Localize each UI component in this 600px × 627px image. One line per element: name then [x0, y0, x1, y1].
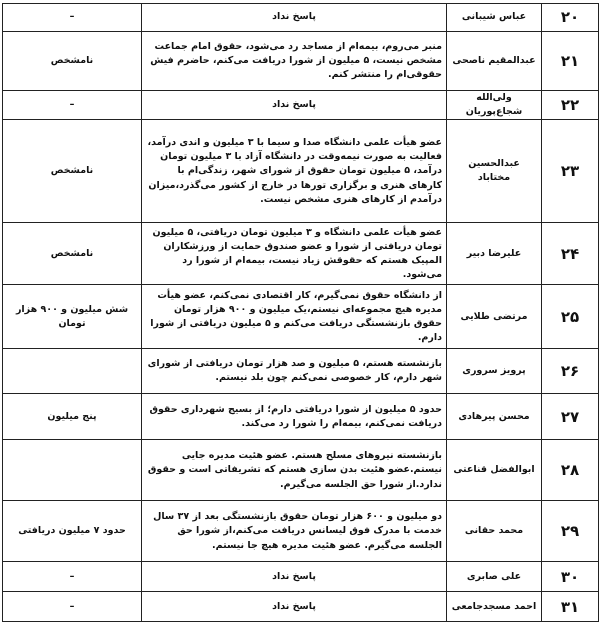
salary-total: شش میلیون و ۹۰۰ هزار تومان: [3, 285, 142, 349]
table-row: [3, 501, 599, 562]
row-number: ۲۱: [542, 32, 599, 91]
member-statement: منبر می‌روم، بیمه‌ام از مساجد رد می‌شود، حقوق امام جماعت مشخص نیست، ۵ میلیون از شورا دریافت می‌کنم، حاضرم فیش حقوقی‌ام را منتشر کنم.: [142, 32, 447, 91]
member-statement: عضو هیأت علمی دانشگاه و ۳ میلیون تومان دریافتی، ۵ میلیون تومان دریافتی از شورا و عضو صندوق حمایت از ورزشکاران المپیک هستم که حقوقش زیاد نیست، بیمه‌ام از شورا رد می‌شود.: [142, 223, 447, 285]
row-number: ۲۴: [542, 223, 599, 285]
table-row: [3, 349, 599, 394]
member-name: محسن پیرهادی: [447, 394, 542, 440]
member-name: محمد حقانی: [447, 501, 542, 562]
member-statement: پاسخ نداد: [142, 91, 447, 120]
table-row: [3, 285, 599, 349]
salary-total: –: [3, 562, 142, 592]
member-name: پرویز سروری: [447, 349, 542, 394]
member-name: ابوالفضل قناعتی: [447, 440, 542, 501]
table-row: [3, 32, 599, 91]
council-salary-table: [2, 3, 599, 622]
row-number: ۲۳: [542, 120, 599, 223]
salary-total: [3, 440, 142, 501]
member-statement: پاسخ نداد: [142, 592, 447, 622]
salary-total: –: [3, 592, 142, 622]
table-row: [3, 91, 599, 120]
member-name: احمد مسجدجامعی: [447, 592, 542, 622]
member-statement: عضو هیأت علمی دانشگاه صدا و سیما با ۳ میلیون و اندی درآمد، فعالیت به صورت نیمه‌وقت در دانشگاه آزاد با ۳ میلیون تومان درآمد، ۵ میلیون تومان حقوق از شورای شهر، زندگی‌ام با کارهای هنری و برگزاری تورها در خارج از کشور می‌گذرد،میزان درآمدم از کارهای هنری مشخص نیست.: [142, 120, 447, 223]
member-statement: پاسخ نداد: [142, 562, 447, 592]
member-name: عبدالحسین مختاباد: [447, 120, 542, 223]
member-statement: بازنشسته نیروهای مسلح هستم. عضو هئیت مدیره جایی نیستم.عضو هئیت بدن سازی هستم که تشریفاتی است و حقوق ندارد.از شورا حق الجلسه می‌گیرم.: [142, 440, 447, 501]
row-number: ۲۶: [542, 349, 599, 394]
member-statement: پاسخ نداد: [142, 4, 447, 32]
salary-total: حدود ۷ میلیون دریافتی: [3, 501, 142, 562]
member-name: ولی‌الله شجاع‌پوریان: [447, 91, 542, 120]
member-name: عبدالمقیم ناصحی: [447, 32, 542, 91]
row-number: ۲۰: [542, 4, 599, 32]
row-number: ۳۰: [542, 562, 599, 592]
member-name: مرتضی طلایی: [447, 285, 542, 349]
row-number: ۲۹: [542, 501, 599, 562]
member-statement: دو میلیون و ۶۰۰ هزار تومان حقوق بازنشستگی بعد از ۳۷ سال خدمت با مدرک فوق لیسانس دریافت می‌کنم،از شورا حق الجلسه می‌گیرم. عضو هئیت مدیره هیچ جا نیستم.: [142, 501, 447, 562]
member-name: عباس شیبانی: [447, 4, 542, 32]
table-row: [3, 440, 599, 501]
member-statement: از دانشگاه حقوق نمی‌گیرم، کار اقتصادی نمی‌کنم، عضو هیأت مدیره هیچ مجموعه‌ای نیستم،یک میلیون و ۹۰۰ هزار تومان حقوق بازنشستگی دریافت می‌کنم و ۵ میلیون دریافتی از شورا دارم.: [142, 285, 447, 349]
salary-total: –: [3, 91, 142, 120]
salary-total: –: [3, 4, 142, 32]
salary-total: نامشخص: [3, 120, 142, 223]
table-row: [3, 394, 599, 440]
salary-total: نامشخص: [3, 223, 142, 285]
table-row: [3, 4, 599, 32]
member-name: علی صابری: [447, 562, 542, 592]
table-row: [3, 562, 599, 592]
table-row: [3, 592, 599, 622]
salary-total: نامشخص: [3, 32, 142, 91]
member-statement: بازنشسته هستم، ۵ میلیون و صد هزار تومان دریافتی از شورای شهر دارم، کار خصوصی نمی‌کنم چون بلد نیستم.: [142, 349, 447, 394]
salary-total: [3, 349, 142, 394]
table-row: [3, 120, 599, 223]
salary-total: پنج میلیون: [3, 394, 142, 440]
row-number: ۲۲: [542, 91, 599, 120]
council-salary-table-container: [2, 3, 599, 622]
member-statement: حدود ۵ میلیون از شورا دریافتی دارم؛ از بسیج شهرداری حقوق دریافت نمی‌کنم، بیمه‌ام را شورا رد می‌کند.: [142, 394, 447, 440]
row-number: ۳۱: [542, 592, 599, 622]
member-name: علیرضا دبیر: [447, 223, 542, 285]
row-number: ۲۵: [542, 285, 599, 349]
table-row: [3, 223, 599, 285]
row-number: ۲۷: [542, 394, 599, 440]
row-number: ۲۸: [542, 440, 599, 501]
